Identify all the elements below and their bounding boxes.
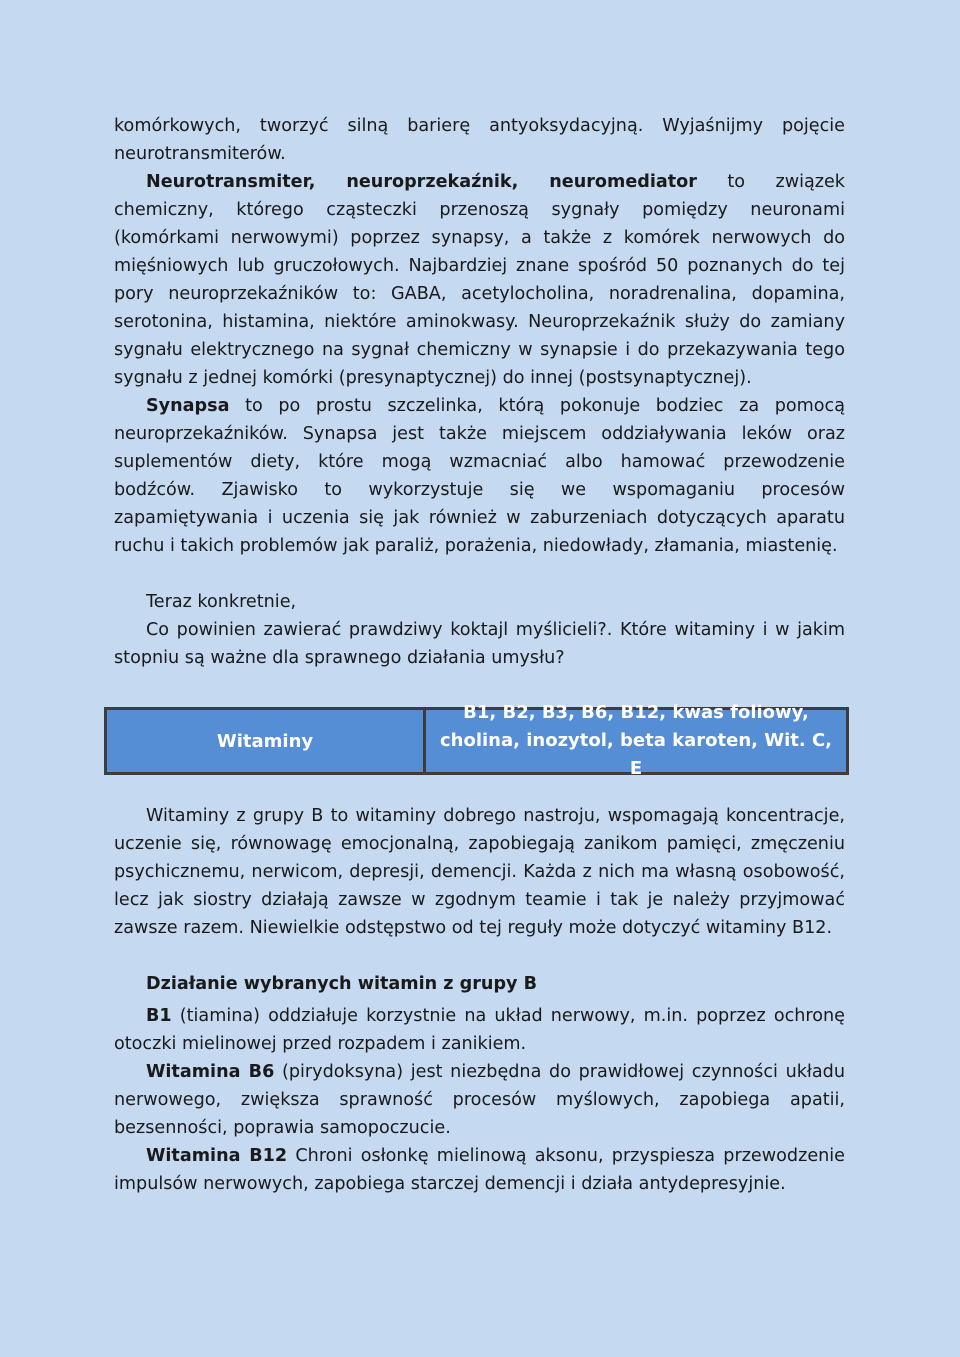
paragraph-now-concretely: Teraz konkretnie, xyxy=(146,592,297,612)
paragraph-neurotransmitter xyxy=(114,168,845,392)
term-b6: Witamina B6 xyxy=(146,1062,275,1082)
b12-description: Chroni osłonkę mielinową aksonu, przyspiesza przewodzenie impulsów nerwowych, zapobiega starczej demencji i działa antydepresyjnie. xyxy=(114,1146,846,1194)
paragraph-b-group: Witaminy z grupy B to witaminy dobrego nastroju, wspomagają koncentracje, uczenie się, równowagę emocjonalną, zapobiegają zanikom pamięci, zmęczeniu psychicznemu, nerwicom, depresji, demencji. Każda z nich ma własną osobowość, lecz jak siostry działają zawsze w zgodnym teamie i tak je należy przyjmować zawsze razem. Niewielkie odstępstwo od tej reguły może dotyczyć witaminy B12. xyxy=(114,806,845,938)
synapse-definition: to po prostu szczelinka, którą pokonuje bodziec za pomocą neuroprzekaźników. Synapsa jest także miejscem oddziaływania leków oraz suplementów diety, które mogą wzmacniać albo hamować przewodzenie bodźców. Zjawisko to wykorzystuje się we wspomaganiu procesów zapamiętywania i uczenia się jak również w zaburzeniach dotyczących aparatu ruchu i takich problemów jak paraliż, porażenia, niedowłady, złamania, miastenię. xyxy=(114,396,845,556)
vitamins-table-list xyxy=(426,702,846,779)
document-upper-body xyxy=(114,112,845,672)
vitamins-table xyxy=(104,702,849,779)
paragraph-b12 xyxy=(114,1142,845,1198)
section-heading-b-vitamins: Działanie wybranych witamin z grupy B xyxy=(146,974,538,994)
paragraph-intro: komórkowych, tworzyć silną barierę antyoksydacyjną. Wyjaśnijmy pojęcie neurotransmiterów. xyxy=(114,116,845,164)
b1-description: (tiamina) oddziałuje korzystnie na układ nerwowy, m.in. poprzez ochronę otoczki mielinowej przed rozpadem i zanikiem. xyxy=(114,1006,845,1054)
document-lower-body xyxy=(114,802,845,1198)
paragraph-b6 xyxy=(114,1058,845,1142)
neurotransmitter-definition: to związek chemiczny, którego cząsteczki przenoszą sygnały pomiędzy neuronami (komórkami nerwowymi) poprzez synapsy, a także z komórek nerwowych do mięśniowych lub gruczołowych. Najbardziej znane spośród 50 poznanych do tej pory neuroprzekaźników to: GABA, acetylocholina, noradrenalina, dopamina, serotonina, histamina, niektóre aminokwasy. Neuroprzekaźnik służy do zamiany sygnału elektrycznego na sygnał chemiczny w synapsie i do przekazywania tego sygnału z jednej komórki (presynaptycznej) do innej (postsynaptycznej). xyxy=(114,172,845,388)
term-neurotransmitter: Neurotransmiter, neuroprzekaźnik, neuromediator xyxy=(146,172,697,192)
b6-description: (pirydoksyna) jest niezbędna do prawidłowej czynności układu nerwowego, zwiększa sprawność procesów myślowych, zapobiega apatii, bezsenności, poprawia samopoczucie. xyxy=(114,1062,846,1138)
paragraph-synapse xyxy=(114,392,845,560)
term-b12: Witamina B12 xyxy=(146,1146,288,1166)
term-b1: B1 xyxy=(146,1006,172,1026)
paragraph-question: Co powinien zawierać prawdziwy koktajl myślicieli?. Które witaminy i w jakim stopniu są ważne dla sprawnego działania umysłu? xyxy=(114,620,845,668)
paragraph-b1 xyxy=(114,1002,845,1058)
vitamins-list-line-2: cholina, inozytol, beta karoten, Wit. C, E xyxy=(439,730,833,779)
vitamins-list-line-1: B1, B2, B3, B6, B12, kwas foliowy, xyxy=(463,702,809,723)
term-synapse: Synapsa xyxy=(146,396,230,416)
vitamins-table-header: Witaminy xyxy=(107,710,426,772)
